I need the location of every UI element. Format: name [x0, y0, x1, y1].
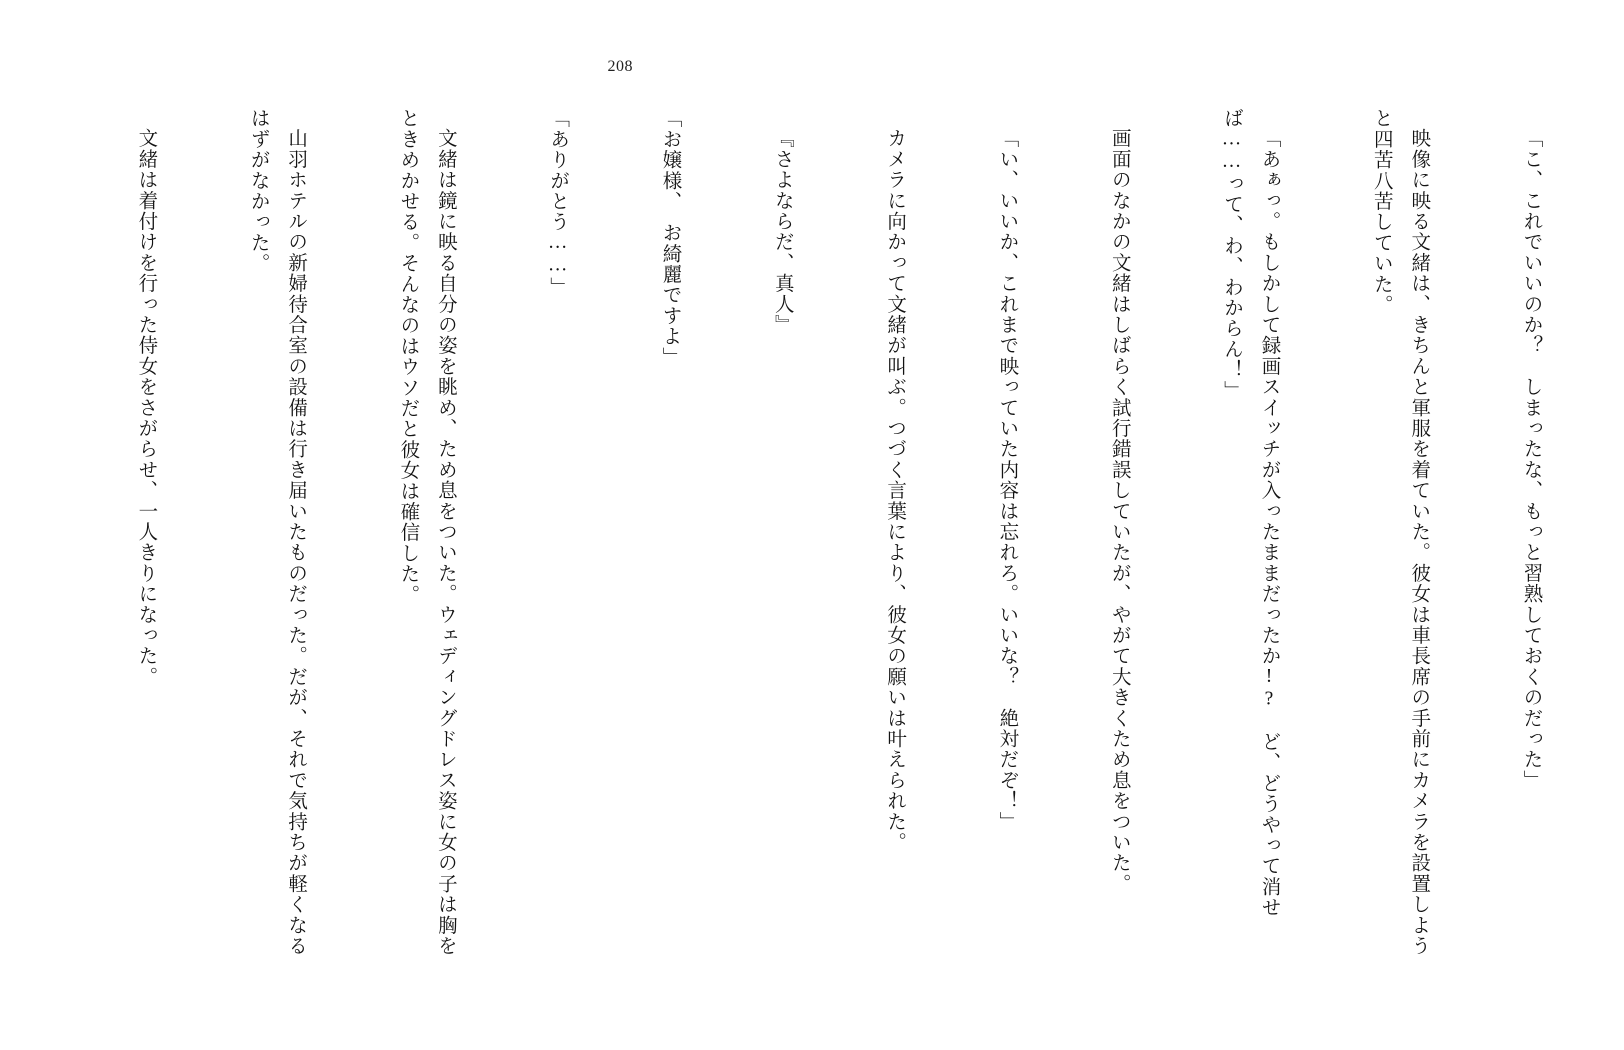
paragraph: 文緒は着付けを行った侍女をさがらせ、一人きりになった。	[135, 127, 157, 687]
paragraph: 「い、いいか、これまで映っていた内容は忘れろ。いいな？ 絶対だぞ！」	[996, 127, 1018, 832]
page-number: 208	[607, 58, 633, 75]
paragraph: 山羽ホテルの新婦待合室の設備は行き届いたものだった。だが、それで気持ちが軽くなるはずがなかった。	[247, 108, 307, 956]
vertical-text-block	[52, 108, 1624, 968]
page-body	[52, 108, 1542, 968]
paragraph: 「お嬢様、 お綺麗ですよ」	[659, 108, 681, 368]
paragraph: 文緒は鏡に映る自分の姿を眺め、ため息をついた。ウェディングドレス姿に女の子は胸をときめかせる。そんなのはウソだと彼女は確信した。	[397, 108, 456, 956]
paragraph: 『さよならだ、真人』	[771, 127, 793, 335]
paragraph: 「こ、これでいいのか？ しまったな、もっと習熟しておくのだった」	[1520, 127, 1542, 790]
paragraph: 「ありがとう……」	[547, 108, 569, 298]
paragraph: 画面のなかの文緒はしばらく試行錯誤していたが、やがて大きくため息をついた。	[1108, 127, 1130, 894]
paragraph: 「あぁっ。もしかして録画スイッチが入ったままだったか!? ど、どうやって消せば……って、わ、わからん！」	[1221, 108, 1280, 918]
paragraph: カメラに向かって文緒が叫ぶ。つづく言葉により、彼女の願いは叶えられた。	[884, 127, 906, 852]
paragraph: 映像に映る文緒は、きちんと軍服を着ていた。彼女は車長席の手前にカメラを設置しようと四苦八苦していた。	[1370, 108, 1430, 956]
